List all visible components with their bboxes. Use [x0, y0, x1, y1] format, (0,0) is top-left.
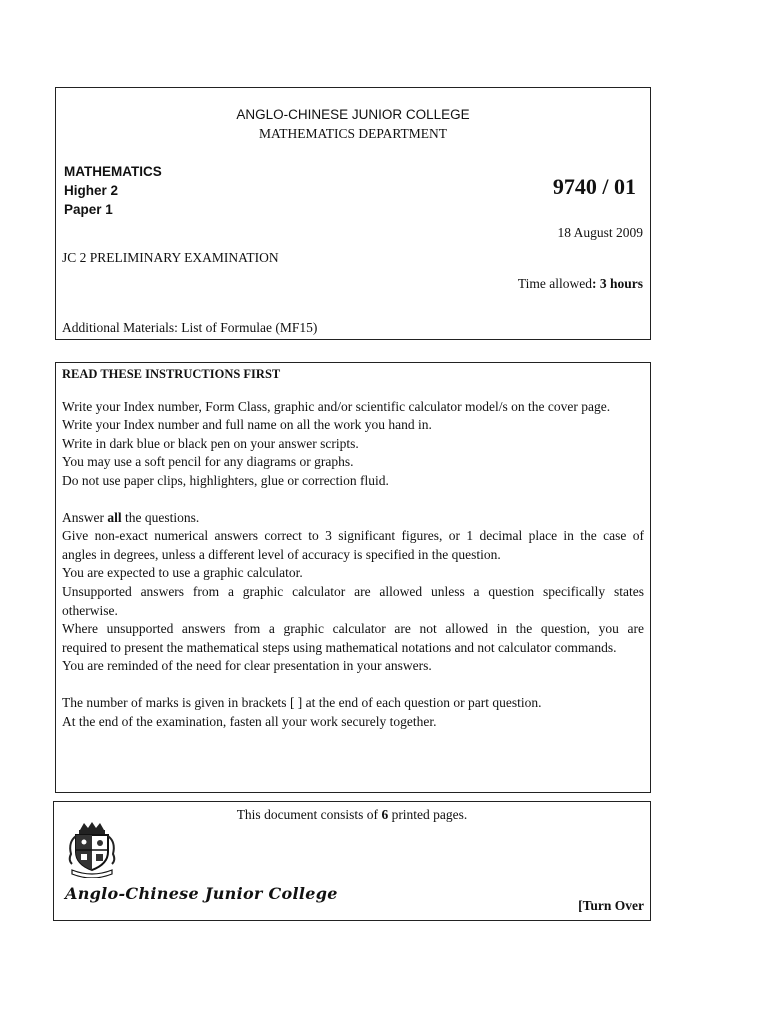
paper-code: 9740 / 01 [552, 174, 636, 199]
paper: Paper 1 [64, 202, 113, 217]
instruction-line: Do not use paper clips, highlighters, glue or correction fluid. [62, 472, 389, 488]
instruction-line: angles in degrees, unless a different level of accuracy is specified in the question. [62, 546, 501, 562]
level: Higher 2 [64, 183, 119, 198]
subject: MATHEMATICS [64, 164, 162, 179]
subject-block [64, 162, 162, 219]
college-script-name: Anglo-Chinese Junior College [65, 884, 338, 903]
additional-materials: Additional Materials: List of Formulae (MF15) [62, 320, 318, 335]
answer-prefix: Answer [62, 509, 108, 525]
pages-suffix: printed pages. [388, 807, 468, 822]
instruction-line: Where unsupported answers from a graphic calculator are not allowed in the question, you are [62, 621, 644, 637]
answer-bold: all [107, 509, 122, 525]
instruction-line: Give non-exact numerical answers correct to 3 significant figures, or 1 decimal place in the case of [62, 528, 644, 544]
instruction-line: Write your Index number and full name on all the work you hand in. [62, 417, 432, 433]
instructions-heading: READ THESE INSTRUCTIONS FIRST [62, 367, 281, 381]
instruction-line: You are expected to use a graphic calculator. [62, 565, 303, 581]
turn-over: [Turn Over [578, 898, 644, 913]
cover-box [55, 87, 651, 340]
college-name: ANGLO-CHINESE JUNIOR COLLEGE [236, 107, 470, 122]
time-allowed [518, 276, 643, 292]
instruction-line: Unsupported answers from a graphic calculator are allowed unless a question specifically states [62, 583, 644, 599]
instructions-box [55, 362, 651, 793]
answer-suffix: the questions. [121, 509, 200, 525]
instruction-line: otherwise. [62, 602, 118, 618]
instruction-line: required to present the mathematical steps using mathematical notations and not calculator commands. [62, 639, 617, 655]
instruction-line: Write your Index number, Form Class, graphic and/or scientific calculator model/s on the cover page. [62, 398, 611, 414]
instruction-line: The number of marks is given in brackets [ ] at the end of each question or part question. [62, 694, 542, 710]
footer-box [53, 801, 651, 921]
exam-title: JC 2 PRELIMINARY EXAMINATION [62, 250, 279, 265]
crest-icon [66, 820, 118, 878]
department-name: MATHEMATICS DEPARTMENT [258, 126, 448, 141]
answer-all-line [62, 509, 644, 528]
college-crest-logo [66, 820, 118, 878]
pages-prefix: This document consists of [236, 807, 382, 822]
instruction-line: You are reminded of the need for clear presentation in your answers. [62, 658, 432, 674]
instruction-line: At the end of the examination, fasten all your work securely together. [62, 713, 437, 729]
instruction-line: You may use a soft pencil for any diagrams or graphs. [62, 454, 354, 470]
pages-count: 6 [381, 807, 389, 822]
instructions-body [62, 365, 644, 731]
exam-date: 18 August 2009 [557, 225, 643, 240]
instruction-line: Write in dark blue or black pen on your answer scripts. [62, 435, 359, 451]
page-count-line [54, 807, 650, 823]
time-value: : 3 hours [591, 276, 643, 291]
time-label: Time allowed [517, 276, 592, 291]
